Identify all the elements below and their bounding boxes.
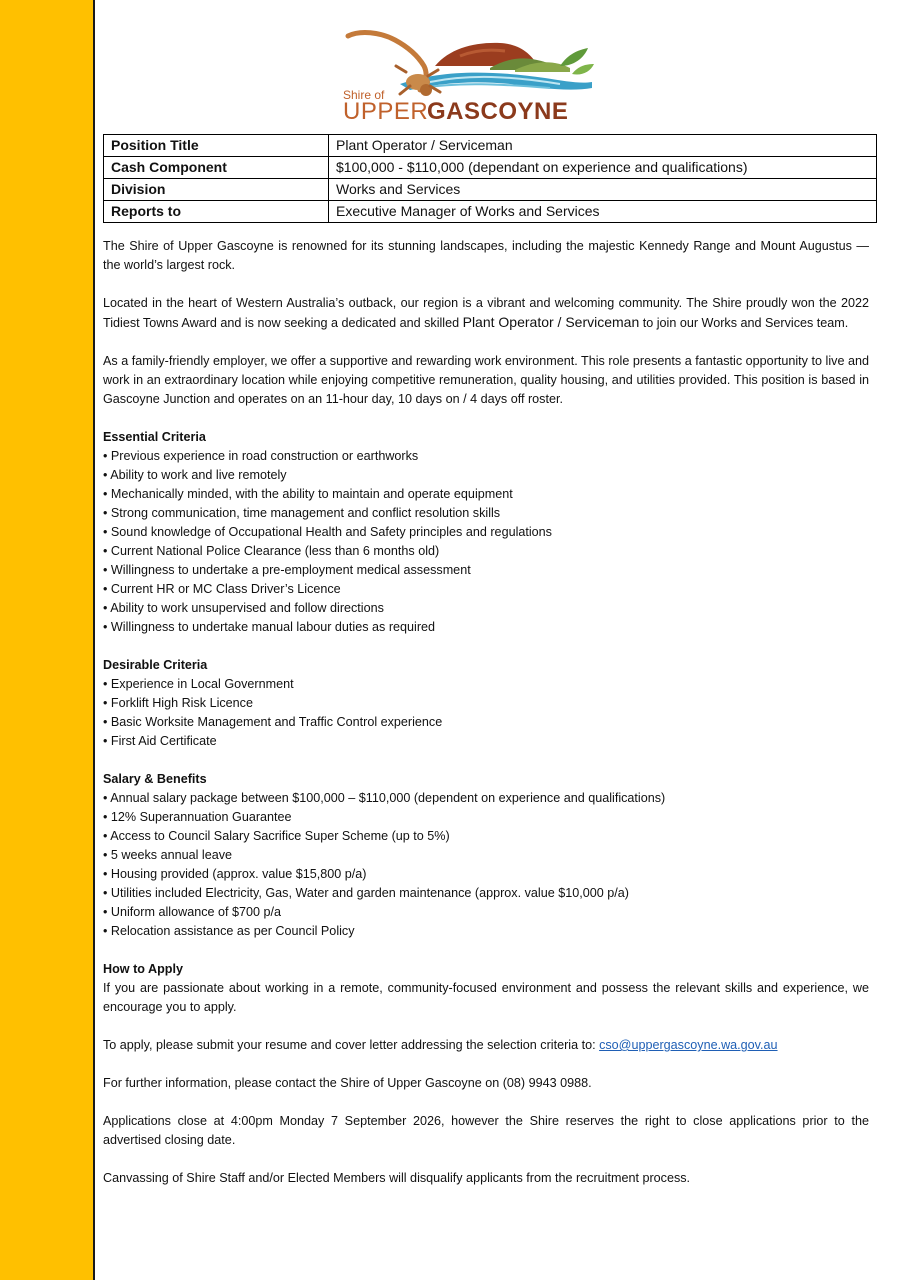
table-value: Works and Services (329, 179, 877, 201)
list-item: • Experience in Local Government (103, 677, 294, 691)
table-label: Division (104, 179, 329, 201)
list-item: • Willingness to undertake manual labour duties as required (103, 620, 436, 634)
list-item: • Ability to work and live remotely (103, 468, 287, 482)
shire-logo (340, 26, 600, 126)
list-item: • Annual salary package between $100,000 – $110,000 (dependent on experience and qualifications) (103, 791, 666, 805)
table-label: Position Title (104, 135, 329, 157)
essential-criteria-list (103, 447, 869, 637)
list-item: • Ability to work unsupervised and follow directions (103, 601, 384, 615)
list-item: • Current National Police Clearance (less than 6 months old) (103, 544, 440, 558)
role-name: Plant Operator / Serviceman (462, 314, 640, 330)
salary-benefits-list (103, 789, 869, 941)
apply-paragraph-1: If you are passionate about working in a remote, community-focused environment and possess the relevant skills and experience, we encourage you to apply. (103, 981, 869, 1014)
position-info-table (103, 134, 877, 223)
desirable-criteria-list (103, 675, 869, 751)
logo-shire-of-text: Shire of (343, 88, 385, 102)
table-value: Plant Operator / Serviceman (329, 135, 877, 157)
table-label: Cash Component (104, 157, 329, 179)
list-item: • Relocation assistance as per Council Policy (103, 924, 355, 938)
email-link[interactable]: cso@uppergascoyne.wa.gov.au (599, 1038, 778, 1052)
table-row (104, 179, 877, 201)
apply-text: To apply, please submit your resume and cover letter addressing the selection criteria to: (103, 1038, 600, 1052)
table-row (104, 135, 877, 157)
apply-paragraph-2 (103, 1036, 869, 1055)
logo-gascoyne-text: GASCOYNE (427, 98, 569, 125)
intro-paragraph-2 (103, 294, 869, 333)
intro-text: Located in the heart of Western Australia’s outback, our region is a vibrant and welcoming community. The Shire proudly won the 2022 Tidiest Towns Award and is now seeking a dedicated and skilled (103, 296, 869, 330)
list-item: • Basic Worksite Management and Traffic Control experience (103, 715, 443, 729)
salary-benefits-heading: Salary & Benefits (103, 772, 207, 786)
list-item: • Current HR or MC Class Driver’s Licence (103, 582, 341, 596)
list-item: • Utilities included Electricity, Gas, Water and garden maintenance (approx. value $10,000 p/a) (103, 886, 629, 900)
list-item: • Strong communication, time management and conflict resolution skills (103, 506, 501, 520)
essential-criteria-heading: Essential Criteria (103, 430, 206, 444)
list-item: • Previous experience in road construction or earthworks (103, 449, 419, 463)
canvassing-paragraph: Canvassing of Shire Staff and/or Elected Members will disqualify applicants from the recruitment process. (103, 1171, 691, 1185)
list-item: • Sound knowledge of Occupational Health and Safety principles and regulations (103, 525, 552, 539)
how-to-apply-heading: How to Apply (103, 962, 183, 976)
list-item: • 12% Superannuation Guarantee (103, 810, 292, 824)
list-item: • Uniform allowance of $700 p/a (103, 905, 282, 919)
intro-paragraph-3: As a family-friendly employer, we offer a supportive and rewarding work environment. This role presents a fantastic opportunity to live and work in an extraordinary location while enjoying competitive remuneration, quality housing, and utilities provided. This position is based in Gascoyne Junction and operates on an 11-hour day, 10 days on / 4 days off roster. (103, 354, 869, 406)
document-body (103, 237, 869, 1207)
list-item: • Forklift High Risk Licence (103, 696, 253, 710)
intro-text: to join our Works and Services team. (639, 316, 849, 330)
table-label: Reports to (104, 201, 329, 223)
list-item: • Mechanically minded, with the ability to maintain and operate equipment (103, 487, 513, 501)
table-value: Executive Manager of Works and Services (329, 201, 877, 223)
list-item: • Access to Council Salary Sacrifice Super Scheme (up to 5%) (103, 829, 450, 843)
list-item: • First Aid Certificate (103, 734, 217, 748)
list-item: • 5 weeks annual leave (103, 848, 233, 862)
list-item: • Willingness to undertake a pre-employment medical assessment (103, 563, 471, 577)
closing-date-paragraph: Applications close at 4:00pm Monday 7 September 2026, however the Shire reserves the right to close applications prior to the advertised closing date. (103, 1114, 869, 1147)
logo-upper-text: UPPER (343, 98, 429, 125)
table-row (104, 201, 877, 223)
list-item: • Housing provided (approx. value $15,800 p/a) (103, 867, 367, 881)
desirable-criteria-heading: Desirable Criteria (103, 658, 208, 672)
contact-paragraph: For further information, please contact the Shire of Upper Gascoyne on (08) 9943 0988. (103, 1076, 592, 1090)
table-value: $100,000 - $110,000 (dependant on experience and qualifications) (329, 157, 877, 179)
yellow-side-bar (0, 0, 95, 1280)
table-row (104, 157, 877, 179)
intro-paragraph-1: The Shire of Upper Gascoyne is renowned for its stunning landscapes, including the majestic Kennedy Range and Mount Augustus — the world’s largest rock. (103, 239, 869, 272)
